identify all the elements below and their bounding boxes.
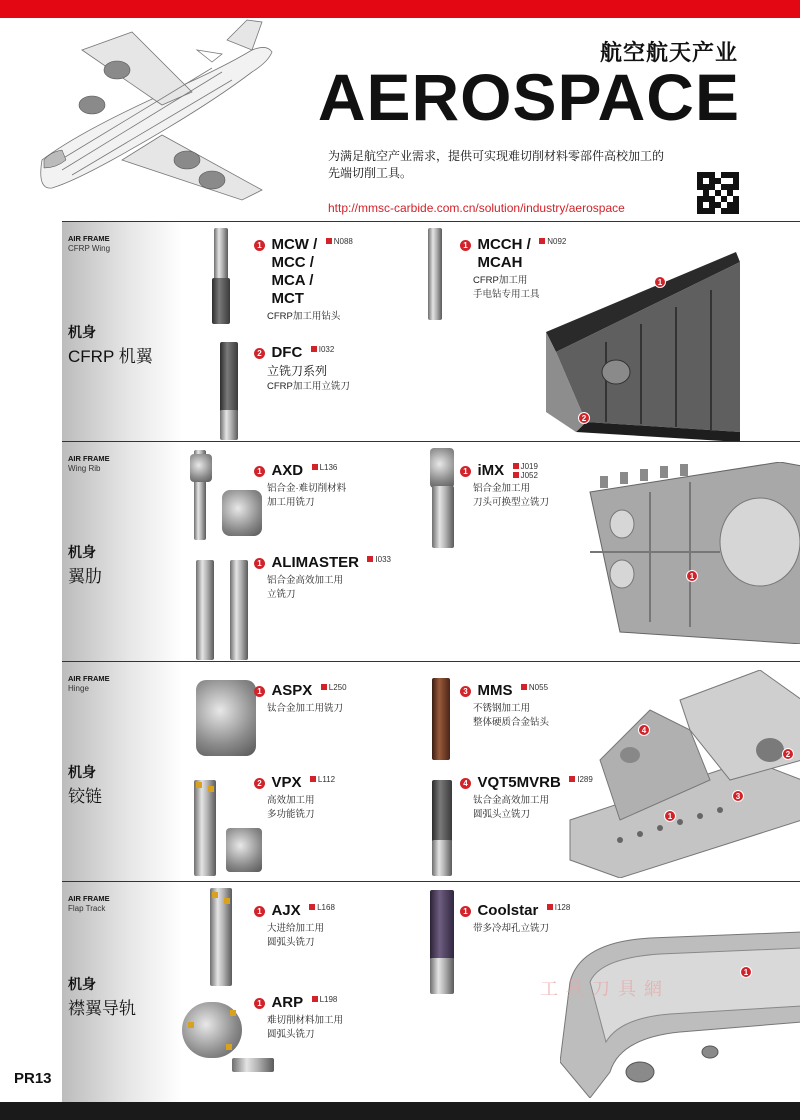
catalog-ref-2: J052 <box>513 471 538 480</box>
airplane-illustration <box>22 10 292 220</box>
product-desc-2: 圆弧头铣刀 <box>267 1029 315 1040</box>
catalog-ref: L168 <box>309 903 335 912</box>
imx-shank-image <box>432 486 454 548</box>
bottom-bar <box>0 1102 800 1120</box>
end-mill-image <box>220 342 238 412</box>
product-number-badge: 1 <box>460 466 471 477</box>
drill-flute-image <box>212 278 230 324</box>
catalog-ref-1: J019 <box>513 462 538 471</box>
insert-icon <box>208 786 214 792</box>
product-name[interactable]: VQT5MVRB <box>477 774 561 791</box>
aspx-cutter-image <box>196 680 256 756</box>
product-name[interactable]: ALIMASTER <box>271 554 359 571</box>
catalog-ref-group <box>509 462 538 480</box>
airframe-label: AIR FRAME <box>68 234 110 243</box>
product-name[interactable]: Coolstar <box>477 902 539 919</box>
product-desc-2: 刀头可换型立铣刀 <box>473 497 550 508</box>
product-desc-2: 多功能铣刀 <box>267 809 315 820</box>
airframe-label: AIR FRAME <box>68 674 110 683</box>
product-imx <box>460 462 549 510</box>
product-desc-2: 手电钻专用工具 <box>473 289 540 300</box>
location-pin-4: 4 <box>638 724 650 736</box>
product-desc-2: 立铣刀 <box>267 589 296 600</box>
catalog-ref: I128 <box>547 903 571 912</box>
location-pin-2: 2 <box>578 412 590 424</box>
alimaster-end-mill-image-2 <box>230 560 248 660</box>
qr-code[interactable] <box>697 172 739 214</box>
vqt-shank-image <box>432 840 452 876</box>
product-desc: 大进给加工用 <box>267 923 325 934</box>
airframe-sub-label: CFRP Wing <box>68 244 111 253</box>
section-hinge <box>62 661 800 881</box>
product-number-badge: 3 <box>460 686 471 697</box>
title-english: AEROSPACE <box>317 60 740 134</box>
section-flap-track <box>62 881 800 1102</box>
end-mill-shank-image <box>220 410 238 440</box>
product-desc: 难切削材料加工用 <box>267 1015 344 1026</box>
product-number-badge: 1 <box>254 686 265 697</box>
coolstar-flute-image <box>430 890 454 960</box>
product-name[interactable]: MCW / MCC / MCA / MCT <box>271 236 318 307</box>
product-desc-2: 圆弧头立铣刀 <box>473 809 531 820</box>
product-number-badge: 2 <box>254 348 265 359</box>
body-label: 机身 <box>68 324 96 340</box>
product-number-badge: 1 <box>460 240 471 251</box>
catalog-ref: L250 <box>321 683 347 692</box>
insert-icon <box>230 1010 236 1016</box>
part-label: 翼肋 <box>68 567 102 586</box>
airframe-label: AIR FRAME <box>68 894 110 903</box>
product-name[interactable]: MMS <box>477 682 513 699</box>
airframe-sub-label: Flap Track <box>68 904 106 913</box>
insert-icon <box>196 782 202 788</box>
product-desc: 高效加工用 <box>267 795 315 806</box>
coolstar-shank-image <box>430 958 454 994</box>
catalog-ref: N055 <box>521 683 548 692</box>
product-mcw <box>254 236 353 324</box>
product-name[interactable]: ARP <box>271 994 304 1011</box>
location-pin-1: 1 <box>686 570 698 582</box>
product-desc: 铝合金·难切削材料 <box>267 483 347 494</box>
intro-line-1: 为满足航空产业需求，提供可实现难切削材料零部件高校加工的 <box>328 149 665 163</box>
product-series: 立铣刀系列 <box>267 364 328 378</box>
product-ajx <box>254 902 335 950</box>
product-mms <box>460 682 549 730</box>
product-number-badge: 2 <box>254 778 265 789</box>
catalog-ref: L198 <box>312 995 338 1004</box>
catalog-ref: N088 <box>326 237 353 246</box>
solution-url-link[interactable]: http://mmsc-carbide.com.cn/solution/industry/aerospace <box>328 201 625 215</box>
product-number-badge: 1 <box>254 466 265 477</box>
product-number-badge: 1 <box>254 906 265 917</box>
hinge-part-image <box>560 670 800 878</box>
alimaster-end-mill-image <box>196 560 214 660</box>
hand-drill-tool-image <box>428 228 442 320</box>
flap-track-image <box>560 922 800 1098</box>
insert-icon <box>212 892 218 898</box>
product-desc: 带多冷却孔立铣刀 <box>473 923 550 934</box>
product-desc: CFRP加工用立铣刀 <box>267 381 350 392</box>
part-label: CFRP 机翼 <box>68 347 153 366</box>
product-number-badge: 1 <box>254 240 265 251</box>
product-name[interactable]: DFC <box>271 344 303 361</box>
product-name[interactable]: AXD <box>271 462 304 479</box>
airframe-label: AIR FRAME <box>68 454 110 463</box>
watermark: 工具刀具網 <box>540 979 670 999</box>
product-vpx <box>254 774 335 822</box>
page-number: PR13 <box>14 1070 52 1087</box>
airframe-sub-label: Hinge <box>68 684 89 693</box>
product-name[interactable]: AJX <box>271 902 301 919</box>
catalog-ref: N092 <box>539 237 566 246</box>
product-number-badge: 1 <box>460 906 471 917</box>
arp-shank-image <box>232 1058 274 1072</box>
body-label: 机身 <box>68 544 96 560</box>
product-desc-2: 整体硬质合金钻头 <box>473 717 550 728</box>
product-desc: CFRP加工用钻头 <box>267 311 341 322</box>
vpx-head-image <box>226 828 262 872</box>
location-pin-3: 3 <box>732 790 744 802</box>
catalog-ref: L136 <box>312 463 338 472</box>
catalog-ref: L112 <box>310 775 335 784</box>
product-desc: CFRP加工用 <box>473 275 528 286</box>
imx-head-image <box>430 448 454 488</box>
product-desc: 不锈钢加工用 <box>473 703 531 714</box>
product-dfc <box>254 344 350 394</box>
product-aspx <box>254 682 347 716</box>
location-pin-1: 1 <box>654 276 666 288</box>
mms-drill-image <box>432 678 450 760</box>
catalog-ref: I032 <box>311 345 335 354</box>
part-label: 铰链 <box>68 787 102 806</box>
product-desc-2: 圆弧头铣刀 <box>267 937 315 948</box>
location-pin-1: 1 <box>664 810 676 822</box>
airframe-sub-label: Wing Rib <box>68 464 101 473</box>
product-name[interactable]: MCCH / MCAH <box>477 236 531 271</box>
catalog-ref: I289 <box>569 775 593 784</box>
product-desc: 钛合金加工用铣刀 <box>267 703 344 714</box>
catalog-ref: I033 <box>367 555 391 564</box>
milling-cutter-head-image <box>190 454 212 482</box>
product-axd <box>254 462 346 510</box>
body-label: 机身 <box>68 976 96 992</box>
wing-rib-image <box>580 462 800 644</box>
product-desc: 铝合金高效加工用 <box>267 575 344 586</box>
intro-line-2: 先端切削工具。 <box>328 166 413 180</box>
product-coolstar <box>460 902 570 936</box>
location-pin-1: 1 <box>740 966 752 978</box>
product-desc: 钛合金高效加工用 <box>473 795 550 806</box>
insert-icon <box>226 1044 232 1050</box>
product-desc-2: 加工用铣刀 <box>267 497 315 508</box>
insert-icon <box>224 898 230 904</box>
product-desc: 铝合金加工用 <box>473 483 531 494</box>
body-label: 机身 <box>68 764 96 780</box>
section-cfrp-wing <box>62 221 800 441</box>
intro-text <box>328 148 688 182</box>
product-arp <box>254 994 343 1042</box>
section-wing-rib <box>62 441 800 661</box>
part-label: 襟翼导轨 <box>68 999 136 1018</box>
product-number-badge: 1 <box>254 558 265 569</box>
title-chinese: 航空航天产业 <box>599 40 738 65</box>
product-name[interactable]: iMX <box>477 462 505 479</box>
product-alimaster <box>254 554 391 602</box>
product-name[interactable]: VPX <box>271 774 302 791</box>
product-name[interactable]: ASPX <box>271 682 313 699</box>
location-pin-2: 2 <box>782 748 794 760</box>
insert-icon <box>188 1022 194 1028</box>
vqt-flute-image <box>432 780 452 842</box>
product-number-badge: 1 <box>254 998 265 1009</box>
vpx-shank-image <box>194 780 216 876</box>
product-number-badge: 4 <box>460 778 471 789</box>
